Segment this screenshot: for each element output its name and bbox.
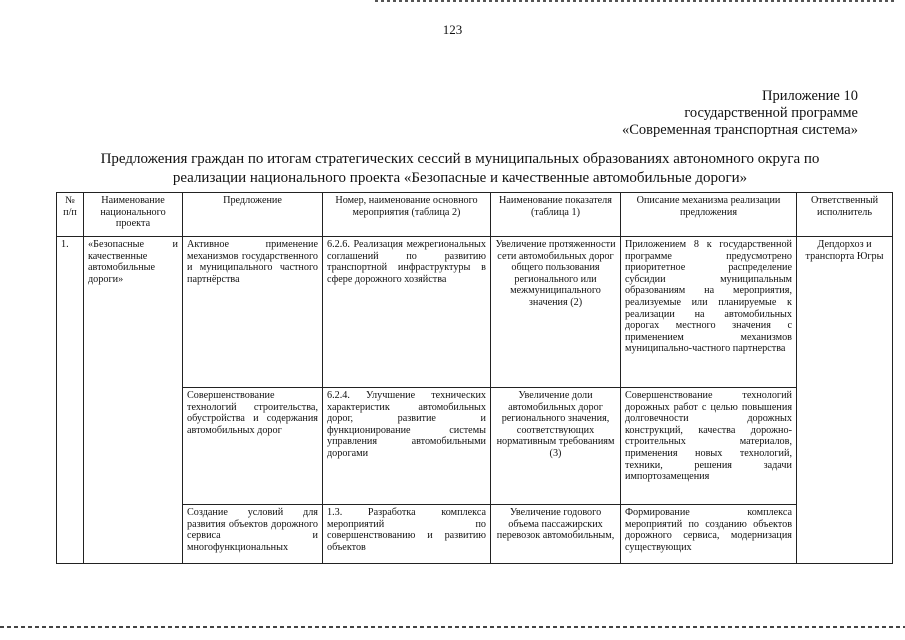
mechanism-cell: Приложением 8 к государственной программе предусмотрено приоритетное распределение субсидии муниципальным образованиям на мероприятия, реализуемые или планируемые к реализации на автомобильных дорогах местного значения с применением механизмов муниципально-частного партнерства <box>621 237 797 388</box>
header-executor: Ответственный исполнитель <box>797 193 893 237</box>
proposal-cell: Совершенствование технологий строительства, обустройства и содержания автомобильных дорог <box>183 388 323 505</box>
table-row <box>57 505 893 564</box>
appendix-line: Приложение 10 <box>762 88 858 104</box>
activity-cell: 6.2.6. Реализация межрегиональных соглашений по развитию транспортной инфраструктуры в сфере дорожного хозяйства <box>323 237 491 388</box>
header-proposal: Предложение <box>183 193 323 237</box>
table-header-row <box>57 193 893 237</box>
row-number-cell: 1. <box>57 237 84 564</box>
proposal-cell: Активное применение механизмов государственного и муниципального частного партнёрства <box>183 237 323 388</box>
executor-cell: Депдорхоз и транспорта Югры <box>797 237 893 564</box>
appendix-line: государственной программе <box>684 105 858 121</box>
project-cell: «Безопасные и качественные автомобильные дороги» <box>84 237 183 564</box>
table-row <box>57 388 893 505</box>
activity-cell: 6.2.4. Улучшение технических характеристик автомобильных дорог, развитие и функционирование системы управления автомобильными дорогами <box>323 388 491 505</box>
header-activity: Номер, наименование основного мероприятия (таблица 2) <box>323 193 491 237</box>
header-number: № п/п <box>57 193 84 237</box>
appendix-caption <box>622 88 858 139</box>
proposals-table <box>56 192 893 564</box>
activity-cell: 1.3. Разработка комплекса мероприятий по совершенствованию и развитию объектов <box>323 505 491 564</box>
mechanism-cell: Формирование комплекса мероприятий по созданию объектов дорожного сервиса, модернизация существующих <box>621 505 797 564</box>
scan-artifact-bottom <box>0 626 905 628</box>
header-project: Наименование национального проекта <box>84 193 183 237</box>
title-line: реализации национального проекта «Безопасные и качественные автомобильные дороги» <box>172 170 748 186</box>
header-mechanism: Описание механизма реализации предложения <box>621 193 797 237</box>
header-indicator: Наименование показателя (таблица 1) <box>491 193 621 237</box>
scan-artifact-top <box>375 0 895 2</box>
table-row <box>57 237 893 388</box>
indicator-cell: Увеличение протяженности сети автомобильных дорог общего пользования регионального или межмуниципального значения (2) <box>491 237 621 388</box>
mechanism-cell: Совершенствование технологий дорожных работ с целью повышения долговечности дорожных конструкций, качества дорожно-строительных материалов, применения новых технологий, техники, решения задачи импортозамещения <box>621 388 797 505</box>
proposal-cell: Создание условий для развития объектов дорожного сервиса и многофункциональных <box>183 505 323 564</box>
title-line: Предложения граждан по итогам стратегических сессий в муниципальных образованиях автономного округа по <box>100 151 820 167</box>
document-title <box>70 150 850 188</box>
appendix-line: «Современная транспортная система» <box>621 122 858 138</box>
indicator-cell: Увеличение доли автомобильных дорог регионального значения, соответствующих нормативным требованиям (3) <box>491 388 621 505</box>
indicator-cell: Увеличение годового объема пассажирских перевозок автомобильным, <box>491 505 621 564</box>
page-number: 123 <box>442 22 463 37</box>
